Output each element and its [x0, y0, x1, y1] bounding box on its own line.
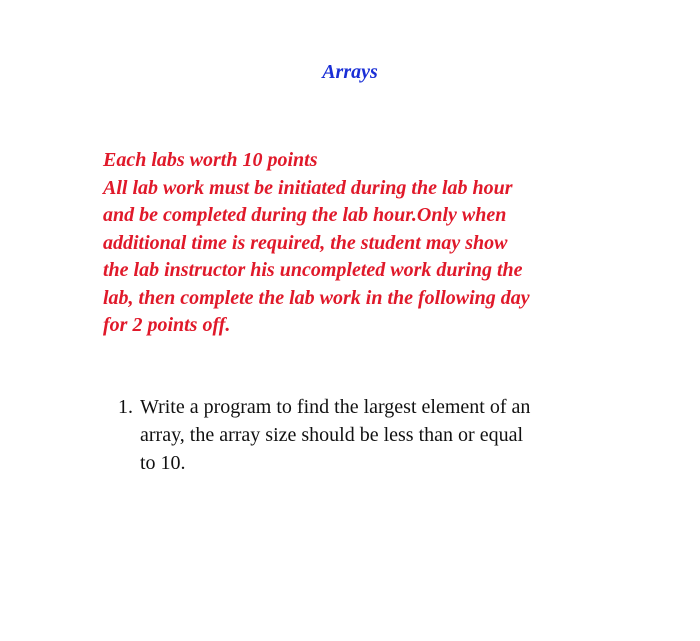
notice-line: lab, then complete the lab work in the following day: [103, 286, 530, 309]
task-list: [118, 393, 618, 477]
lab-rules-notice: [103, 147, 623, 340]
task-text-line: Write a program to find the largest element of an: [140, 396, 531, 418]
notice-line: for 2 points off.: [103, 314, 231, 336]
notice-line: the lab instructor his uncompleted work during the: [103, 259, 523, 281]
task-item: [118, 393, 618, 477]
task-number: 1.: [118, 396, 133, 418]
notice-line: and be completed during the lab hour.Only when: [103, 204, 507, 226]
notice-line: Each labs worth 10 points: [103, 149, 318, 171]
page-title: Arrays: [322, 61, 378, 83]
task-text-line: array, the array size should be less than or equal: [140, 424, 523, 446]
notice-line: All lab work must be initiated during the lab hour: [103, 176, 513, 199]
task-text-line: to 10.: [140, 452, 186, 474]
notice-line: additional time is required, the student may show: [103, 231, 508, 254]
